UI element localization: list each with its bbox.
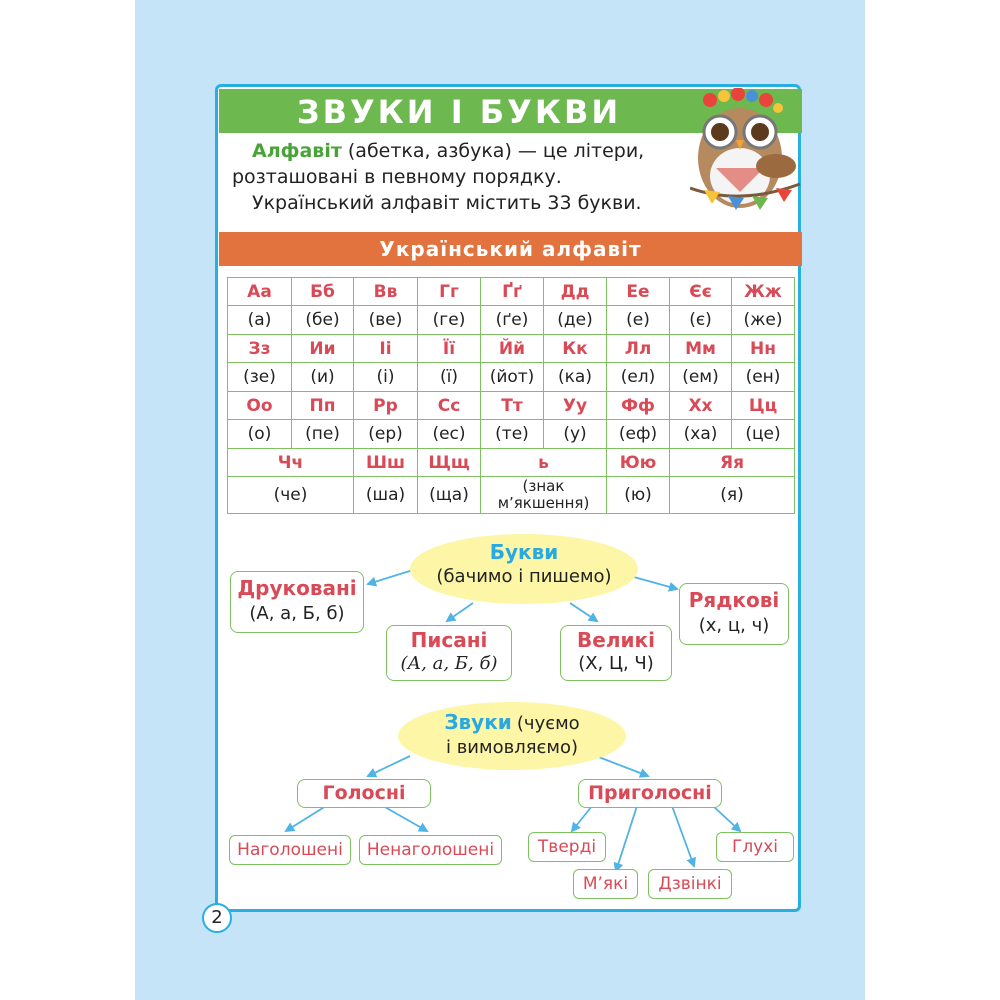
letter-cell: Ґґ	[481, 278, 544, 306]
capital-title: Великі	[577, 628, 655, 652]
letter-cell: Зз	[228, 335, 292, 363]
vowels-box	[297, 779, 431, 808]
name-cell: (еф)	[607, 420, 670, 449]
letter-cell: Щщ	[418, 449, 481, 477]
arrow	[572, 806, 592, 831]
sounds-title: Звуки	[444, 710, 512, 734]
name-cell: (ве)	[354, 306, 418, 335]
name-cell: (є)	[670, 306, 732, 335]
vowels-label: Голосні	[322, 782, 406, 804]
name-cell: (е)	[607, 306, 670, 335]
arrow	[368, 756, 410, 776]
name-cell: (бе)	[292, 306, 354, 335]
name-cell: (де)	[544, 306, 607, 335]
arrow	[447, 603, 473, 621]
letter-cell: Тт	[481, 392, 544, 420]
letter-cell: Гг	[418, 278, 481, 306]
consonants-box	[578, 779, 722, 808]
page-number: 2	[202, 903, 232, 933]
name-cell: (ен)	[732, 363, 795, 392]
arrow	[383, 806, 427, 831]
written-title: Писані	[410, 628, 488, 652]
letter-cell: Уу	[544, 392, 607, 420]
arrow	[368, 570, 413, 584]
letter-cell: Мм	[670, 335, 732, 363]
name-cell: (у)	[544, 420, 607, 449]
name-cell: (о)	[228, 420, 292, 449]
consonants-label: Приголосні	[588, 782, 712, 804]
name-cell: (же)	[732, 306, 795, 335]
letter-cell: Рр	[354, 392, 418, 420]
printed-title: Друковані	[237, 576, 357, 600]
letter-cell: Жж	[732, 278, 795, 306]
arrow	[713, 806, 740, 831]
name-cell: (і)	[354, 363, 418, 392]
name-cell: (ем)	[670, 363, 732, 392]
sounds-header	[398, 710, 626, 734]
letter-cell: Ии	[292, 335, 354, 363]
voiceless-box: Глухі	[716, 832, 794, 862]
section-title: Український алфавіт	[219, 232, 802, 266]
letter-cell: Чч	[228, 449, 354, 477]
name-cell: (ер)	[354, 420, 418, 449]
name-cell: (ї)	[418, 363, 481, 392]
letter-cell: Бб	[292, 278, 354, 306]
letter-cell: Юю	[607, 449, 670, 477]
arrow	[616, 806, 637, 871]
letter-cell: Шш	[354, 449, 418, 477]
letter-cell: Цц	[732, 392, 795, 420]
name-cell: (це)	[732, 420, 795, 449]
alphabet-definition: (абетка, азбука) — це літери, розташовані в певному порядку.	[232, 140, 645, 188]
written-box	[386, 625, 512, 681]
name-cell: (зе)	[228, 363, 292, 392]
written-examples: (А, а, Б, б)	[400, 653, 498, 674]
arrow	[570, 603, 597, 621]
voiced-box: Дзвінкі	[648, 869, 732, 899]
arrow	[634, 577, 677, 589]
hard-box: Тверді	[528, 832, 606, 862]
alphabet-term: Алфавіт	[252, 140, 342, 162]
arrow	[672, 806, 694, 866]
name-cell: (ка)	[544, 363, 607, 392]
letter-cell: Нн	[732, 335, 795, 363]
name-cell: (ґе)	[481, 306, 544, 335]
unstressed-box: Ненаголошені	[359, 835, 502, 865]
name-cell: (ха)	[670, 420, 732, 449]
arrow	[286, 806, 326, 831]
lowercase-examples: (х, ц, ч)	[698, 615, 770, 636]
letter-cell: Аа	[228, 278, 292, 306]
lowercase-box	[679, 583, 789, 645]
name-cell: (те)	[481, 420, 544, 449]
name-cell: (йот)	[481, 363, 544, 392]
sounds-subtitle-1: (чуємо	[516, 713, 580, 734]
stressed-box: Наголошені	[229, 835, 351, 865]
letter-cell: Йй	[481, 335, 544, 363]
name-cell: (ел)	[607, 363, 670, 392]
name-cell: (че)	[228, 477, 354, 514]
letter-cell: Лл	[607, 335, 670, 363]
letter-cell: Яя	[670, 449, 795, 477]
name-cell: (я)	[670, 477, 795, 514]
arrow	[596, 756, 648, 776]
letter-cell: Іі	[354, 335, 418, 363]
letter-cell: ь	[481, 449, 607, 477]
letters-subtitle: (бачимо і пишемо)	[436, 566, 612, 587]
alphabet-count: Український алфавіт містить 33 букви.	[252, 192, 642, 214]
lowercase-title: Рядкові	[688, 588, 780, 612]
soft-box: М’які	[573, 869, 638, 899]
name-cell: (знак м’якшення)	[481, 477, 607, 514]
name-cell: (ю)	[607, 477, 670, 514]
printed-examples: (А, а, Б, б)	[249, 603, 345, 624]
name-cell: (ша)	[354, 477, 418, 514]
letter-cell: Оо	[228, 392, 292, 420]
sounds-subtitle-2: і вимовляємо)	[445, 737, 579, 758]
name-cell: (ес)	[418, 420, 481, 449]
capital-examples: (Х, Ц, Ч)	[578, 653, 654, 674]
name-cell: (а)	[228, 306, 292, 335]
letter-cell: Дд	[544, 278, 607, 306]
letter-cell: Хх	[670, 392, 732, 420]
capital-box	[560, 625, 672, 681]
name-cell: (пе)	[292, 420, 354, 449]
letter-cell: Пп	[292, 392, 354, 420]
name-cell: (ща)	[418, 477, 481, 514]
letters-title: Букви	[489, 540, 559, 564]
letter-cell: Фф	[607, 392, 670, 420]
name-cell: (ге)	[418, 306, 481, 335]
letter-cell: Її	[418, 335, 481, 363]
letter-cell: Ее	[607, 278, 670, 306]
letter-cell: Сс	[418, 392, 481, 420]
letter-cell: Кк	[544, 335, 607, 363]
letter-cell: Єє	[670, 278, 732, 306]
name-cell: (и)	[292, 363, 354, 392]
page-title: ЗВУКИ І БУКВИ	[296, 93, 622, 131]
printed-box	[230, 571, 364, 633]
letter-cell: Вв	[354, 278, 418, 306]
